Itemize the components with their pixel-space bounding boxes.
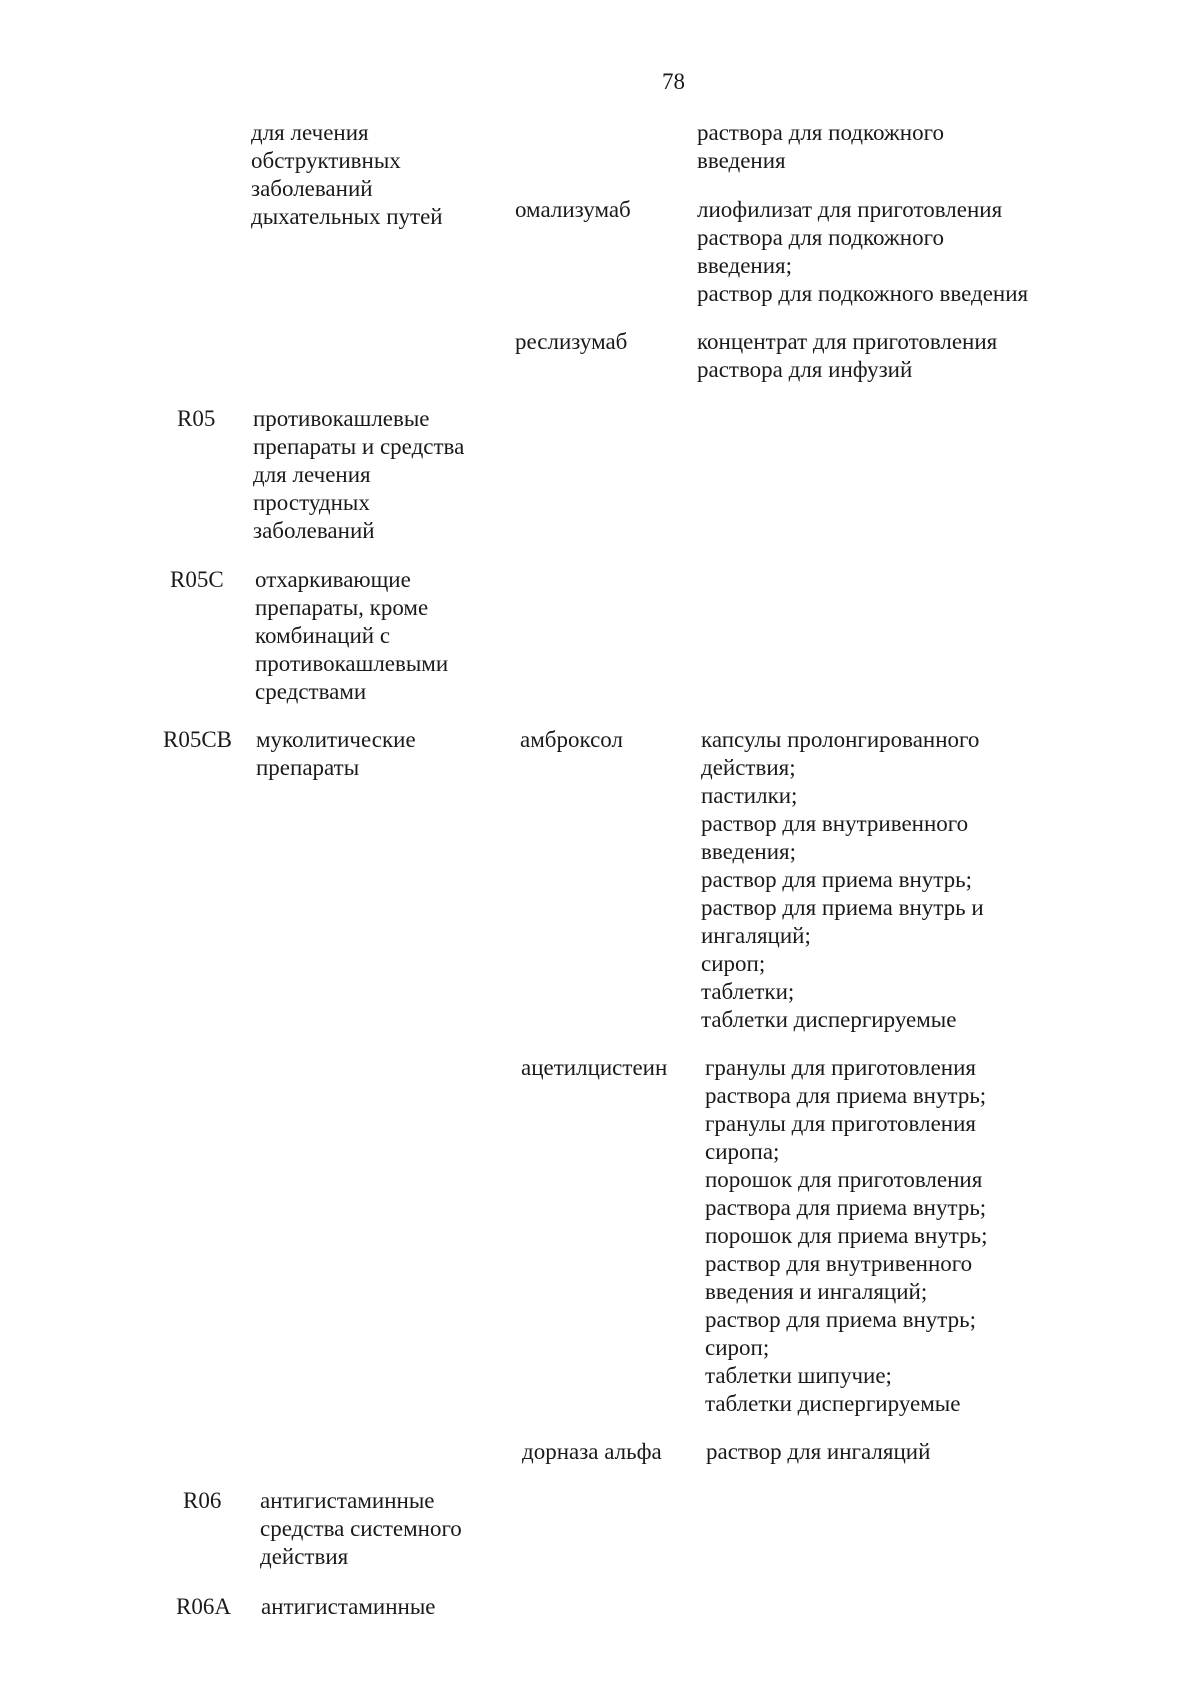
row-description: противокашлевые препараты и средства для лечения простудных заболеваний (253, 406, 465, 543)
row-atc-code: R06 (183, 1488, 222, 1513)
row-drug-name: ацетилцистеин (521, 1055, 668, 1080)
row-description: муколитические препараты (256, 727, 416, 780)
row-description: антигистаминные средства системного действия (260, 1488, 462, 1569)
row-drug-name: амброксол (520, 727, 623, 752)
row-dosage-forms: концентрат для приготовления раствора для инфузий (697, 329, 998, 382)
page-number: 78 (662, 69, 685, 94)
row-atc-code: R05C (170, 567, 224, 592)
row-dosage-forms: капсулы пролонгированного действия; пастилки; раствор для внутривенного введения; раствор для приема внутрь; раствор для приема внутрь и ингаляций; сироп; таблетки; таблетки диспергируемые (701, 727, 984, 1032)
row-dosage-forms: раствор для ингаляций (706, 1439, 931, 1464)
row-dosage-forms: гранулы для приготовления раствора для приема внутрь; гранулы для приготовления сиропа; порошок для приготовления раствора для приема внутрь; порошок для приема внутрь; раствор для внутривенного введения и ингаляций; раствор для приема внутрь; сироп; таблетки шипучие; таблетки диспергируемые (705, 1055, 988, 1416)
row-drug-name: омализумаб (515, 197, 631, 222)
row-drug-name: дорназа альфа (522, 1439, 662, 1464)
row-description: антигистаминные (261, 1594, 436, 1619)
row-dosage-forms: раствора для подкожного введения (697, 120, 944, 173)
row-description: отхаркивающие препараты, кроме комбинаций с противокашлевыми средствами (255, 567, 449, 704)
row-atc-code: R05CB (163, 727, 233, 752)
row-drug-name: реслизумаб (515, 329, 628, 354)
row-atc-code: R05 (177, 406, 216, 431)
row-atc-code: R06A (176, 1594, 231, 1619)
row-dosage-forms: лиофилизат для приготовления раствора для подкожного введения; раствор для подкожного введения (697, 197, 1029, 306)
row-description: для лечения обструктивных заболеваний дыхательных путей (251, 120, 443, 229)
